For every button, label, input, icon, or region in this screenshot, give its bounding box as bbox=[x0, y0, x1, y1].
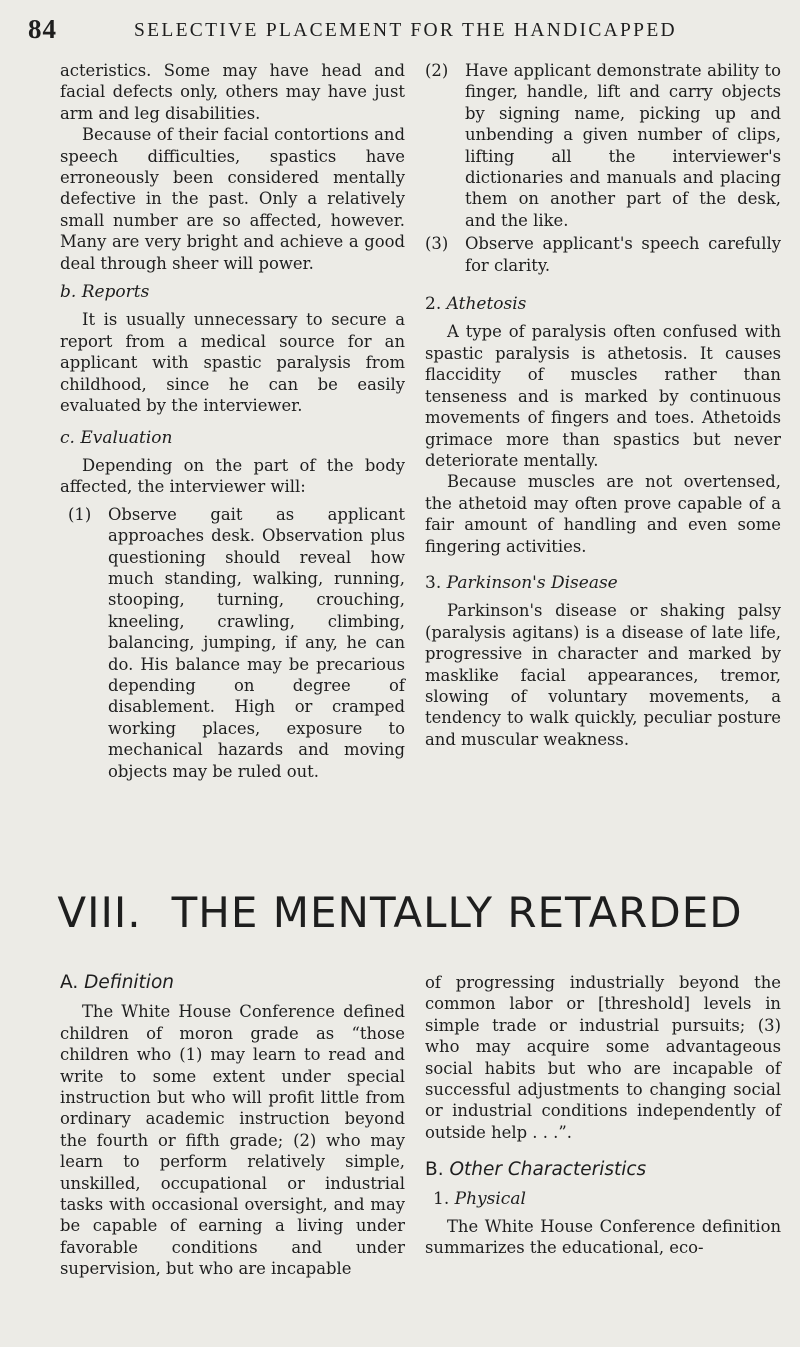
section-number: VIII. bbox=[57, 888, 142, 937]
subsection-heading-athetosis bbox=[425, 294, 781, 315]
heading-letter: A. bbox=[60, 972, 79, 993]
list-number: (3) bbox=[425, 234, 449, 254]
heading-text: Definition bbox=[84, 972, 174, 993]
paragraph: Because muscles are not overtensed, the athetoid may often prove capable of a fair amount of handling and even some fingering activities. bbox=[425, 472, 781, 556]
paragraph: of progressing industrially beyond the common labor or [threshold] levels in simple trade or industrial pursuits; (3) who may acquire some advantageous social habits but who are incapable of successful adjustments to changing social or industrial conditions independently of outside help . . .”. bbox=[425, 973, 781, 1142]
page-number: 84 bbox=[28, 14, 57, 44]
other-characteristics-heading bbox=[425, 1159, 781, 1180]
list-item bbox=[425, 60, 781, 231]
heading-text: Parkinson's Disease bbox=[446, 572, 618, 593]
paragraph: It is usually unnecessary to secure a report from a medical source for an applicant with spastic paralysis from childhood, since he can be easily evaluated by the interviewer. bbox=[60, 310, 405, 416]
subsection-heading-reports: b. Reports bbox=[60, 282, 150, 303]
paragraph: A type of paralysis often confused with spastic paralysis is athetosis. It causes flaccidity of muscles rather than tenseness and is marked by continuous movements of fingers and toes. Athetoids grimace more than spastics but never deteriorate mentally. bbox=[425, 322, 781, 470]
list-text: Observe gait as applicant approaches desk. Observation plus questioning should reveal how much standing, walking, running, stooping, turning, crouching, kneeling, crawling, climbing, balancing, jumping, if any, he can do. His balance may be precarious depending on degree of disablement. High or cramped working places, exposure to mechanical hazards and moving objects may be ruled out. bbox=[108, 504, 405, 781]
left-column bbox=[60, 60, 405, 784]
heading-number: 3. bbox=[425, 572, 442, 593]
lower-left-column bbox=[60, 972, 405, 1280]
heading-number: 2. bbox=[425, 294, 442, 315]
heading-text: Athetosis bbox=[446, 294, 527, 315]
list-text: Have applicant demonstrate ability to finger, handle, lift and carry objects by signing name, picking up and unbending a given number of clips, lifting all the interviewer's dictionaries and manuals and placing them on another part of the desk, and the like. bbox=[465, 61, 781, 230]
section-heading: THE MENTALLY RETARDED bbox=[171, 888, 743, 937]
paragraph: acteristics. Some may have head and facial defects only, others may have just arm and leg disabilities. bbox=[60, 61, 405, 123]
paragraph: Because of their facial contortions and speech difficulties, spastics have erroneously been considered mentally defective in the past. Only a relatively small number are so affected, however. Many are very bright and achieve a good deal through sheer will power. bbox=[60, 125, 405, 273]
list-item bbox=[60, 504, 405, 782]
physical-heading bbox=[425, 1189, 781, 1210]
paragraph: Parkinson's disease or shaking palsy (paralysis agitans) is a disease of late life, progressive in character and marked by masklike facial appearances, tremor, slowing of voluntary movements, a tendency to walk quickly, peculiar posture and muscular weakness. bbox=[425, 601, 781, 749]
lower-right-column bbox=[425, 972, 781, 1259]
heading-text: Physical bbox=[454, 1188, 526, 1209]
running-title: SELECTIVE PLACEMENT FOR THE HANDICAPPED bbox=[134, 20, 677, 41]
list-text: Observe applicant's speech carefully for clarity. bbox=[465, 234, 781, 275]
paragraph: The White House Conference definition summarizes the educational, eco- bbox=[425, 1217, 781, 1258]
paragraph: The White House Conference defined children of moron grade as “those children who (1) may learn to read and write to some extent under special instruction but who will profit little from ordinary academic instruction beyond the fourth or fifth grade; (2) who may learn to perform relatively simple, unskilled, occupational or industrial tasks with occasional oversight, and may be capable of earning a living under favorable conditions and under supervision, but who are incapable bbox=[60, 1002, 405, 1279]
right-column bbox=[425, 60, 781, 750]
heading-number: 1. bbox=[433, 1188, 450, 1209]
list-number: (2) bbox=[425, 61, 449, 80]
list-number: (1) bbox=[68, 504, 92, 524]
running-head bbox=[28, 14, 788, 48]
list-item bbox=[425, 233, 781, 276]
definition-heading bbox=[60, 972, 405, 993]
subsection-heading-parkinsons bbox=[425, 573, 781, 594]
heading-text: Other Characteristics bbox=[449, 1159, 647, 1181]
paragraph: Depending on the part of the body affected, the interviewer will: bbox=[60, 455, 405, 497]
section-title bbox=[0, 888, 800, 937]
heading-letter: B. bbox=[425, 1159, 444, 1181]
subsection-heading-evaluation: c. Evaluation bbox=[60, 427, 173, 448]
